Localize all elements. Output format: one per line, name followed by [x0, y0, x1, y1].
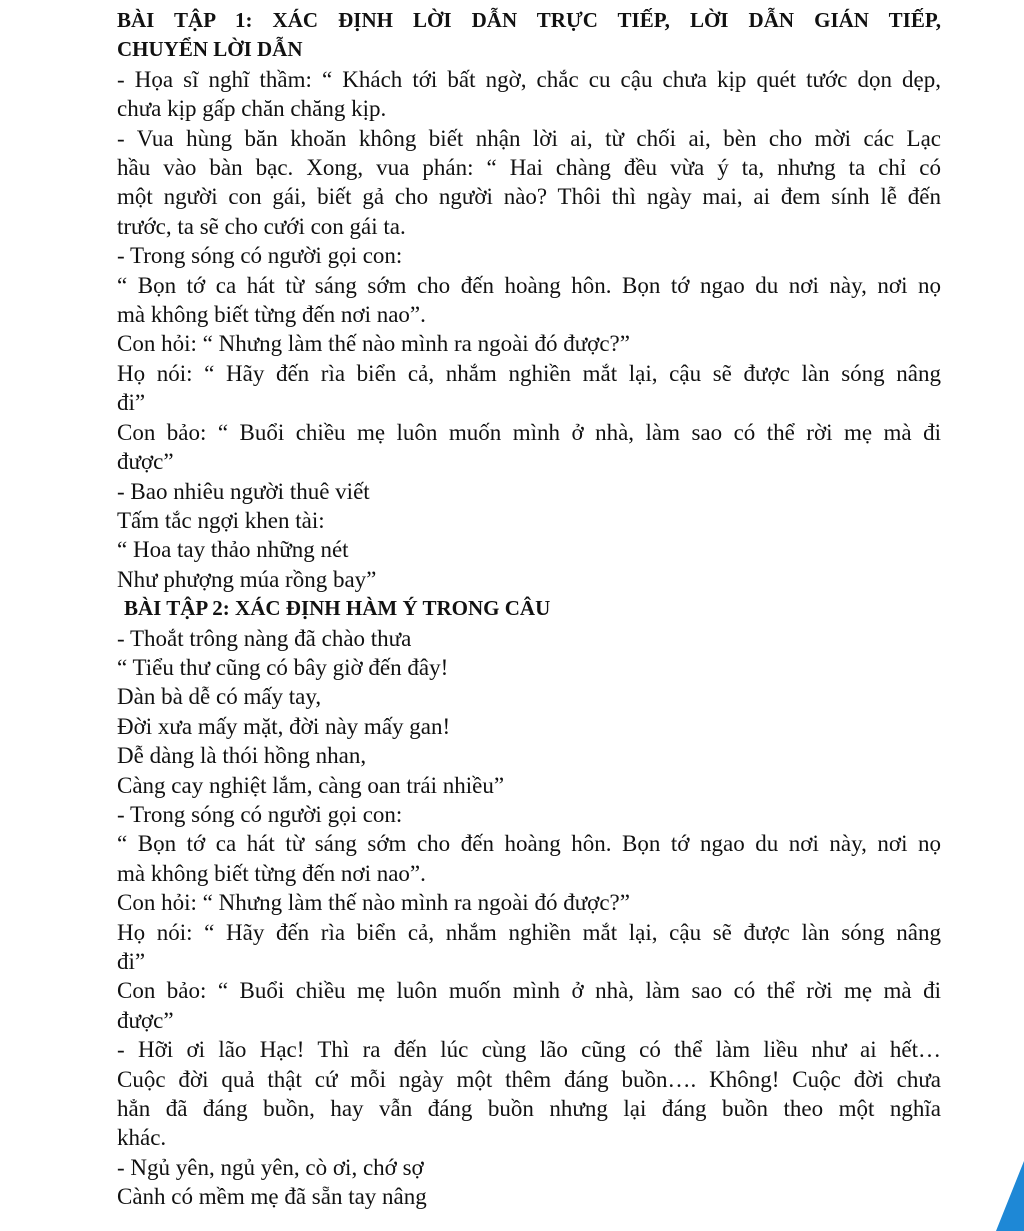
text-line: đi”: [117, 390, 146, 416]
exercise-2-heading: BÀI TẬP 2: XÁC ĐỊNH HÀM Ý TRONG CÂU: [124, 596, 551, 621]
text-line: được”: [117, 1007, 174, 1033]
text-line: mà không biết từng đến nơi nao”.: [117, 860, 426, 886]
text-line: “ Tiểu thư cũng có bây giờ đến đây!: [117, 654, 449, 680]
text-line: - Hỡi ơi lão Hạc! Thì ra đến lúc cùng lão cũng có thể làm liều như ai hết…: [117, 1037, 941, 1063]
text-line: mà không biết từng đến nơi nao”.: [117, 302, 426, 328]
text-line: Con hỏi: “ Nhưng làm thế nào mình ra ngoài đó được?”: [117, 331, 630, 357]
text-line: trước, ta sẽ cho cưới con gái ta.: [117, 213, 406, 239]
text-line: “ Hoa tay thảo những nét: [117, 537, 349, 563]
text-line: - Vua hùng băn khoăn không biết nhận lời ai, từ chối ai, bèn cho mời các Lạc: [117, 125, 941, 151]
exercise-1-heading-cont: CHUYỂN LỜI DẪN: [117, 37, 303, 62]
text-line: đi”: [117, 949, 146, 974]
text-line: Dàn bà dễ có mấy tay,: [117, 684, 322, 710]
text-line: hẳn đã đáng buồn, hay vẫn đáng buồn nhưng lại đáng buồn theo một nghĩa: [117, 1096, 941, 1122]
text-line: Càng cay nghiệt lắm, càng oan trái nhiều”: [117, 772, 505, 798]
text-line: Tấm tắc ngợi khen tài:: [117, 507, 325, 533]
text-line: Đời xưa mấy mặt, đời này mấy gan!: [117, 713, 451, 739]
corner-accent-fill: [996, 1161, 1024, 1231]
text-line: Con bảo: “ Buổi chiều mẹ luôn muốn mình ở nhà, làm sao có thể rời mẹ mà đi: [117, 978, 941, 1004]
text-line: Như phượng múa rồng bay”: [117, 566, 377, 592]
text-line: Cuộc đời quả thật cứ mỗi ngày một thêm đáng buồn…. Không! Cuộc đời chưa: [117, 1066, 941, 1092]
document-page: [117, 6, 941, 1212]
text-line: Họ nói: “ Hãy đến rìa biển cả, nhắm nghiền mắt lại, cậu sẽ được làn sóng nâng: [117, 919, 941, 945]
text-line: hầu vào bàn bạc. Xong, vua phán: “ Hai chàng đều vừa ý ta, nhưng ta chỉ có: [117, 155, 941, 181]
text-line: Con hỏi: “ Nhưng làm thế nào mình ra ngoài đó được?”: [117, 890, 630, 916]
text-line: khác.: [117, 1125, 167, 1151]
text-line: - Trong sóng có người gọi con:: [117, 243, 403, 269]
text-line: - Ngủ yên, ngủ yên, cò ơi, chớ sợ: [117, 1154, 424, 1180]
text-line: Dễ dàng là thói hồng nhan,: [117, 743, 367, 769]
text-line: - Bao nhiêu người thuê viết: [117, 478, 370, 504]
text-line: Họ nói: “ Hãy đến rìa biển cả, nhắm nghiền mắt lại, cậu sẽ được làn sóng nâng: [117, 360, 941, 386]
corner-accent-shape: [996, 1161, 1024, 1231]
text-line: “ Bọn tớ ca hát từ sáng sớm cho đến hoàng hôn. Bọn tớ ngao du nơi này, nơi nọ: [117, 272, 941, 298]
exercise-1-heading: BÀI TẬP 1: XÁC ĐỊNH LỜI DẪN TRỰC TIẾP, LỜI DẪN GIÁN TIẾP,: [117, 8, 941, 32]
text-line: được”: [117, 449, 174, 475]
text-line: - Trong sóng có người gọi con:: [117, 801, 403, 827]
text-line: một người con gái, biết gả cho người nào? Thôi thì ngày mai, ai đem sính lễ đến: [117, 184, 941, 210]
text-line: Cành có mềm mẹ đã sẵn tay nâng: [117, 1184, 427, 1210]
text-line: “ Bọn tớ ca hát từ sáng sớm cho đến hoàng hôn. Bọn tớ ngao du nơi này, nơi nọ: [117, 831, 941, 857]
text-line: - Thoắt trông nàng đã chào thưa: [117, 625, 412, 651]
text-line: - Họa sĩ nghĩ thầm: “ Khách tới bất ngờ, chắc cu cậu chưa kịp quét tước dọn dẹp,: [117, 66, 941, 92]
text-line: Con bảo: “ Buổi chiều mẹ luôn muốn mình ở nhà, làm sao có thể rời mẹ mà đi: [117, 419, 941, 445]
text-line: chưa kịp gấp chăn chăng kịp.: [117, 96, 387, 122]
